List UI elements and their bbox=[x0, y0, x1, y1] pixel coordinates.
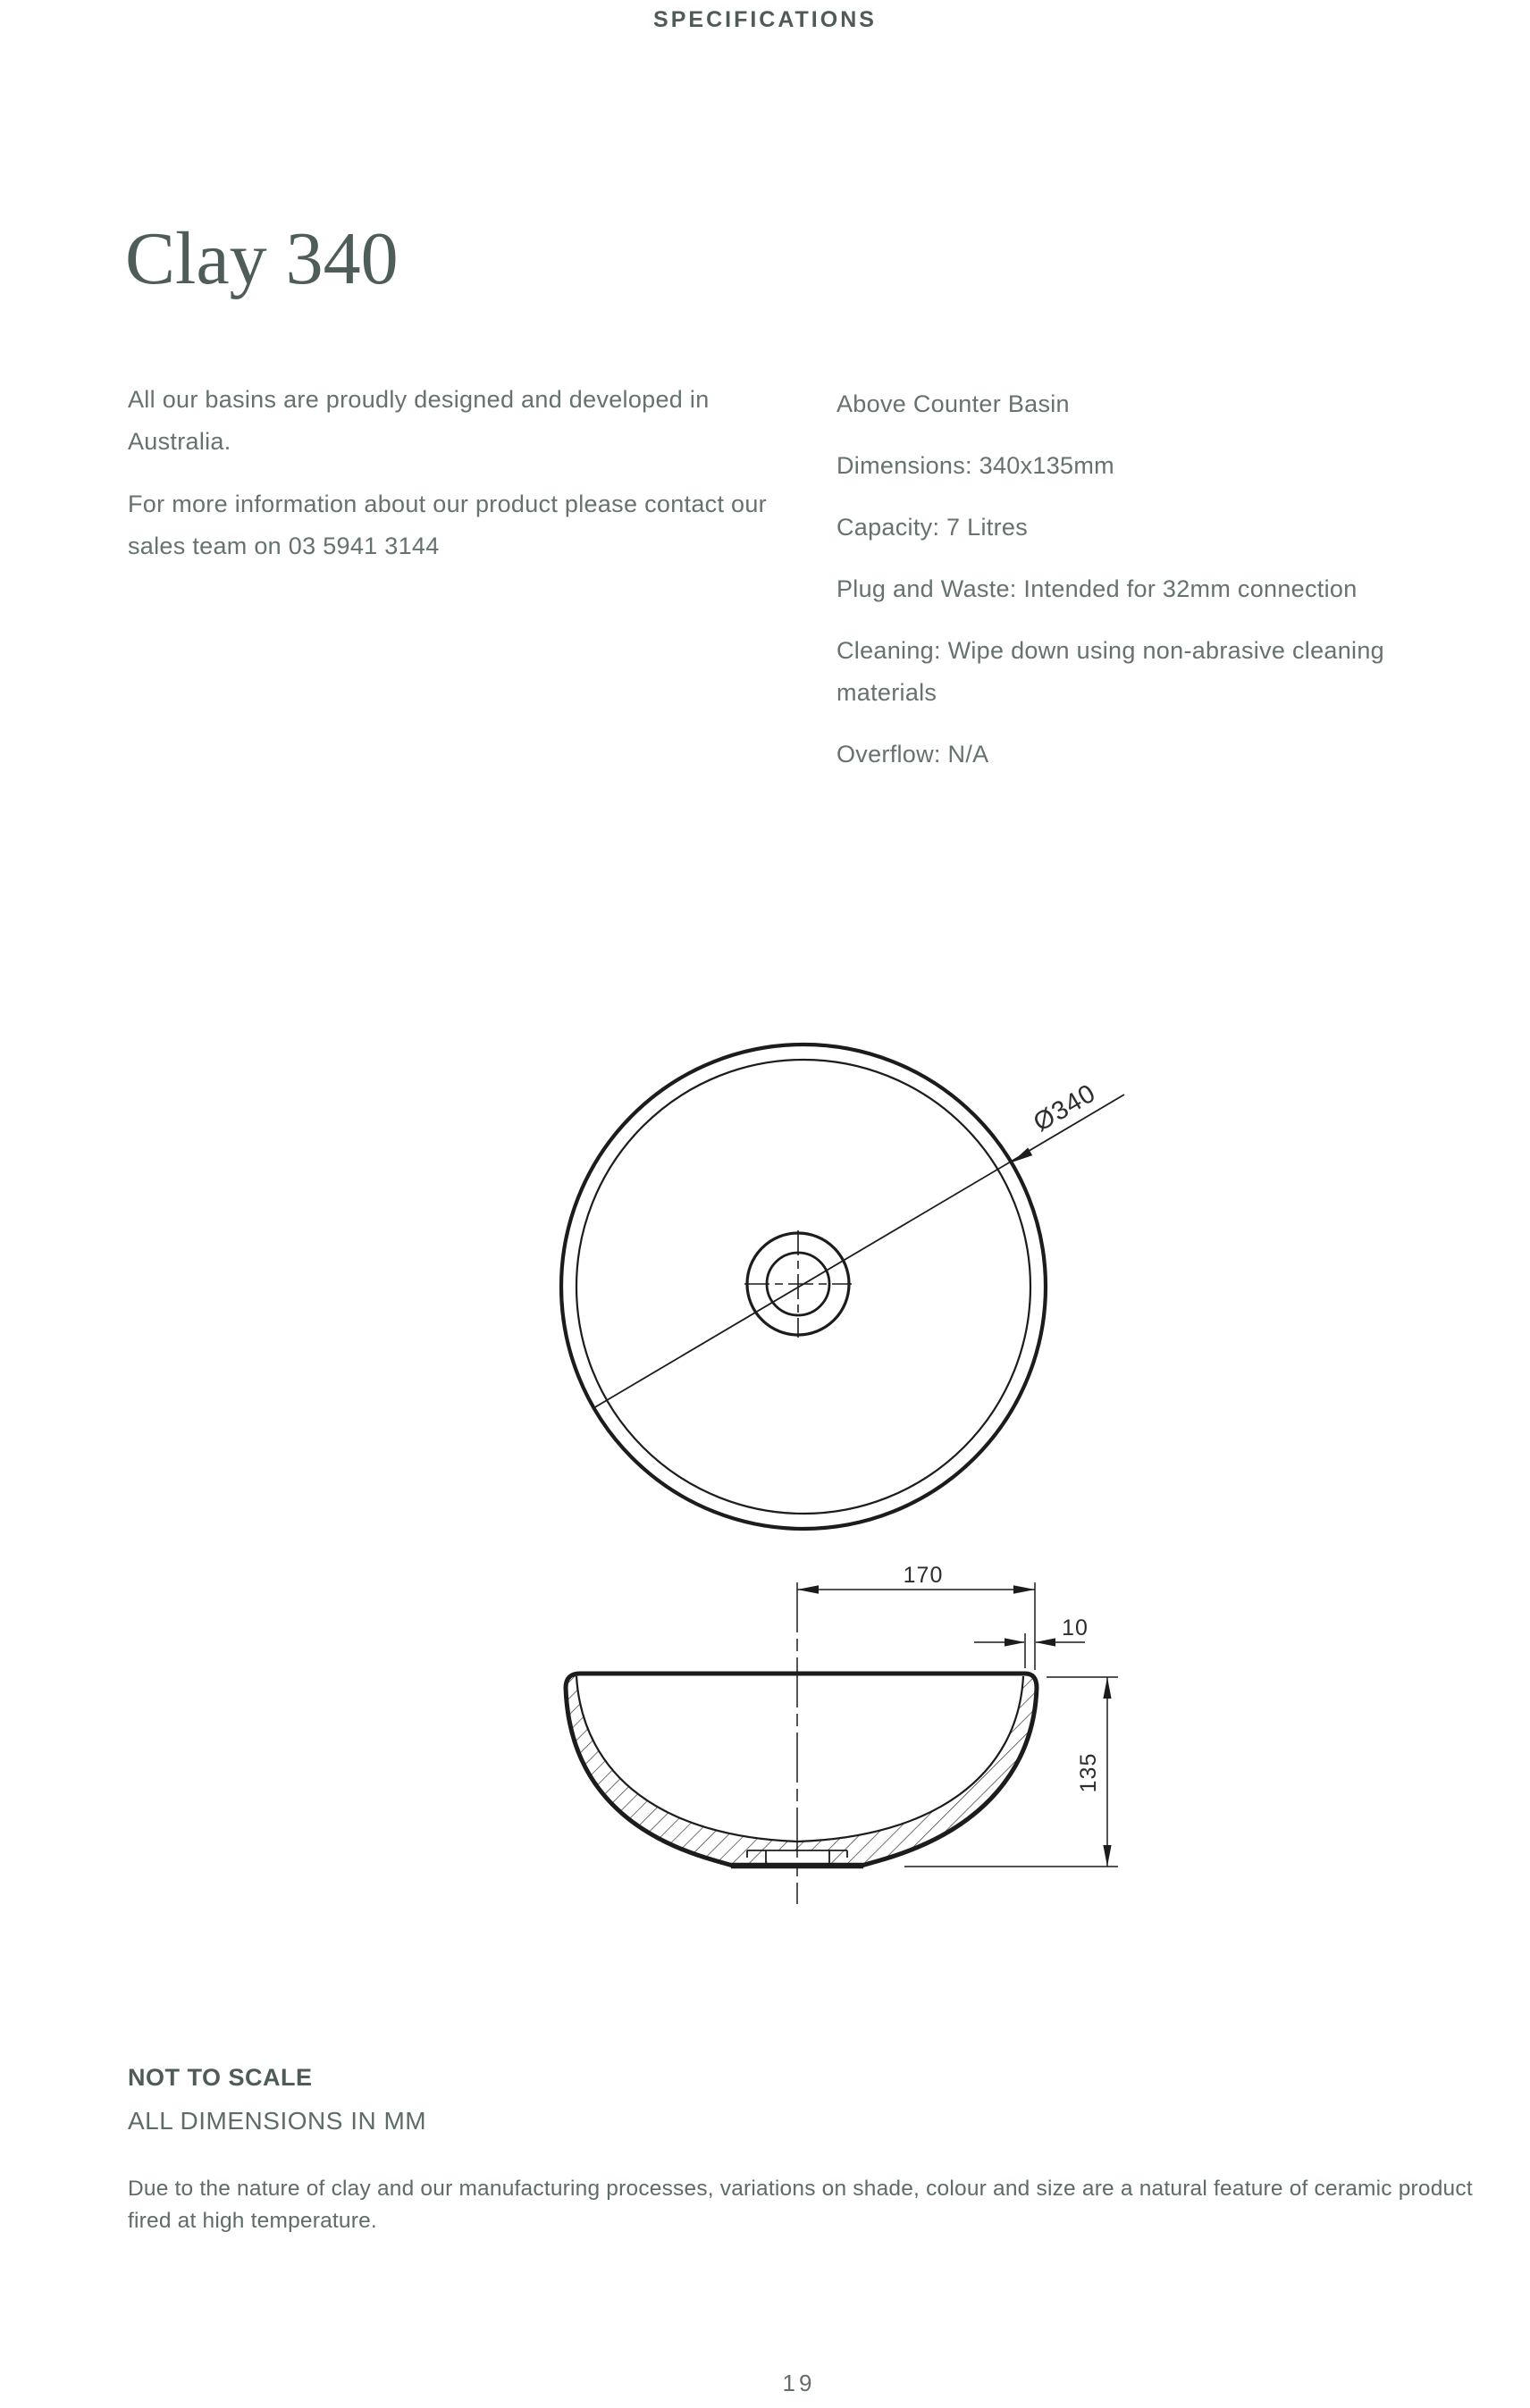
bowl-outer-profile bbox=[566, 1674, 1037, 1866]
clay-disclaimer: Due to the nature of clay and our manufacturing processes, variations on shade, colour and size are a natural feature of ceramic product fired at high temperature. bbox=[128, 2177, 1473, 2233]
spec-item-dimensions: Dimensions: 340x135mm bbox=[836, 452, 1114, 479]
wall-hatching bbox=[566, 1674, 1037, 1866]
dimensions-unit-note: ALL DIMENSIONS IN MM bbox=[128, 2107, 427, 2135]
spec-item-capacity: Capacity: 7 Litres bbox=[836, 514, 1028, 541]
basin-outer-circle bbox=[561, 1045, 1046, 1529]
not-to-scale-note: NOT TO SCALE bbox=[128, 2064, 313, 2091]
spec-item-basin-type: Above Counter Basin bbox=[836, 390, 1070, 417]
dimension-170-label: 170 bbox=[903, 1563, 944, 1588]
side-view bbox=[566, 1582, 1118, 1904]
page-header: SPECIFICATIONS bbox=[653, 7, 877, 32]
dimension-170 bbox=[797, 1582, 1035, 1670]
spec-item-plug-waste: Plug and Waste: Intended for 32mm connection bbox=[836, 575, 1358, 602]
dimension-135-label: 135 bbox=[1076, 1752, 1101, 1793]
spec-item-cleaning: Cleaning: Wipe down using non-abrasive cleaning materials bbox=[836, 637, 1384, 706]
page-number: 19 bbox=[782, 2370, 816, 2396]
diameter-dimension-label: Ø340 bbox=[1029, 1078, 1101, 1138]
intro-paragraph-2: For more information about our product please contact our sales team on 03 5941 3144 bbox=[128, 491, 767, 559]
basin-rim-inner-circle bbox=[576, 1060, 1030, 1514]
dimension-10-label: 10 bbox=[1062, 1615, 1089, 1640]
product-title: Clay 340 bbox=[125, 217, 399, 300]
spec-item-overflow: Overflow: N/A bbox=[836, 741, 989, 768]
intro-paragraph-1: All our basins are proudly designed and developed in Australia. bbox=[128, 386, 710, 455]
